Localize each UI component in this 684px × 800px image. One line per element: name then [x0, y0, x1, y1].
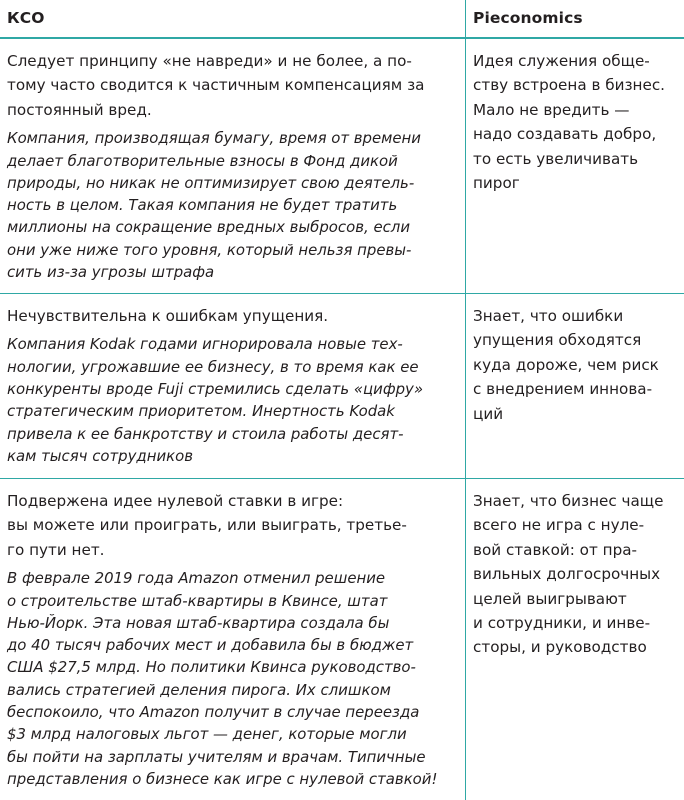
- text-line: В феврале 2019 года Amazon отменил решение: [7, 569, 386, 588]
- text-line: упущения обходятся: [473, 331, 642, 350]
- text-line: миллионы на сокращение вредных выбросов, если: [7, 218, 410, 237]
- text-line: вались стратегией деления пирога. Их слишком: [7, 680, 391, 699]
- text-line: ций: [473, 404, 504, 423]
- pieconomics-cell: [465, 294, 684, 478]
- text-line: Подвержена идее нулевой ставки в игре:: [7, 492, 344, 510]
- text-line: вильных долгосрочных: [473, 565, 661, 584]
- text-line: Идея служения обще-: [473, 52, 650, 70]
- text-line: го пути нет.: [7, 540, 105, 559]
- ksco-statement: [7, 304, 457, 328]
- ksco-statement: [7, 49, 457, 122]
- text-line: Знает, что бизнес чаще: [473, 492, 664, 510]
- text-line: США $27,5 млрд. Но политики Квинса руководство-: [7, 658, 416, 677]
- text-line: пирог: [473, 174, 520, 193]
- ksco-example: [7, 127, 457, 283]
- text-line: Компания Kodak годами игнорировала новые тех-: [7, 335, 403, 354]
- text-line: нологии, угрожавшие ее бизнесу, в то время как ее: [7, 357, 419, 376]
- text-line: вой ставкой: от пра-: [473, 540, 637, 559]
- text-line: стратегическим приоритетом. Инертность Kodak: [7, 402, 395, 421]
- header-pieconomics-label: Pieconomics: [473, 9, 583, 27]
- text-line: ность в целом. Такая компания не будет тратить: [7, 196, 398, 215]
- text-line: Компания, производящая бумагу, время от времени: [7, 129, 421, 148]
- table-header-row: [0, 0, 684, 38]
- text-line: сить из-за угрозы штрафа: [7, 263, 215, 281]
- text-line: с внедрением иннова-: [473, 380, 653, 399]
- table-row: [0, 39, 684, 293]
- text-line: целей выигрывают: [473, 589, 627, 608]
- table-row: [0, 294, 684, 478]
- text-line: и сотрудники, и инве-: [473, 614, 651, 633]
- ksco-cell: [0, 294, 465, 478]
- header-cell-ksco: [0, 0, 465, 38]
- text-line: Следует принципу «не навреди» и не более, а по-: [7, 52, 412, 70]
- header-cell-pieconomics: [465, 0, 684, 38]
- text-line: до 40 тысяч рабочих мест и добавила бы в бюджет: [7, 636, 414, 655]
- text-line: представления о бизнесе как игре с нулевой ставкой!: [7, 769, 438, 788]
- text-line: куда дороже, чем риск: [473, 355, 659, 374]
- text-line: бы пойти на зарплаты учителям и врачам. Типичные: [7, 747, 426, 766]
- ksco-cell: [0, 479, 465, 800]
- ksco-example: [7, 567, 457, 790]
- text-line: о строительстве штаб-квартиры в Квинсе, штат: [7, 591, 388, 610]
- text-line: Нью-Йорк. Эта новая штаб-квартира создала бы: [7, 613, 390, 632]
- text-line: $3 млрд налоговых льгот — денег, которые могли: [7, 725, 407, 744]
- pieconomics-statement: [473, 489, 676, 660]
- pieconomics-cell: [465, 39, 684, 293]
- pieconomics-statement: [473, 49, 676, 195]
- text-line: конкуренты вроде Fuji стремились сделать «цифру»: [7, 380, 424, 398]
- text-line: они уже ниже того уровня, который нельзя превы-: [7, 240, 412, 259]
- text-line: Знает, что ошибки: [473, 307, 624, 325]
- text-line: вы можете или проиграть, или выиграть, третье-: [7, 516, 407, 535]
- text-line: всего не игра с нуле-: [473, 516, 645, 535]
- ksco-statement: [7, 489, 457, 562]
- ksco-example: [7, 333, 457, 467]
- text-line: природы, но никак не оптимизирует свою деятель-: [7, 173, 415, 192]
- text-line: ству встроена в бизнес.: [473, 76, 665, 95]
- pieconomics-cell: [465, 479, 684, 800]
- text-line: кам тысяч сотрудников: [7, 446, 194, 465]
- pieconomics-statement: [473, 304, 676, 426]
- text-line: постоянный вред.: [7, 100, 152, 119]
- text-line: сторы, и руководство: [473, 638, 647, 657]
- text-line: делает благотворительные взносы в Фонд дикой: [7, 151, 398, 170]
- text-line: Нечувствительна к ошибкам упущения.: [7, 307, 329, 325]
- text-line: надо создавать добро,: [473, 125, 657, 144]
- table-row: [0, 479, 684, 800]
- text-line: то есть увеличивать: [473, 149, 639, 168]
- text-line: привела к ее банкротству и стоила работы десят-: [7, 424, 404, 443]
- text-line: Мало не вредить —: [473, 100, 630, 119]
- header-ksco-label: КСО: [7, 9, 45, 27]
- ksco-cell: [0, 39, 465, 293]
- text-line: тому часто сводится к частичным компенсациям за: [7, 76, 425, 95]
- text-line: беспокоило, что Amazon получит в случае переезда: [7, 703, 420, 721]
